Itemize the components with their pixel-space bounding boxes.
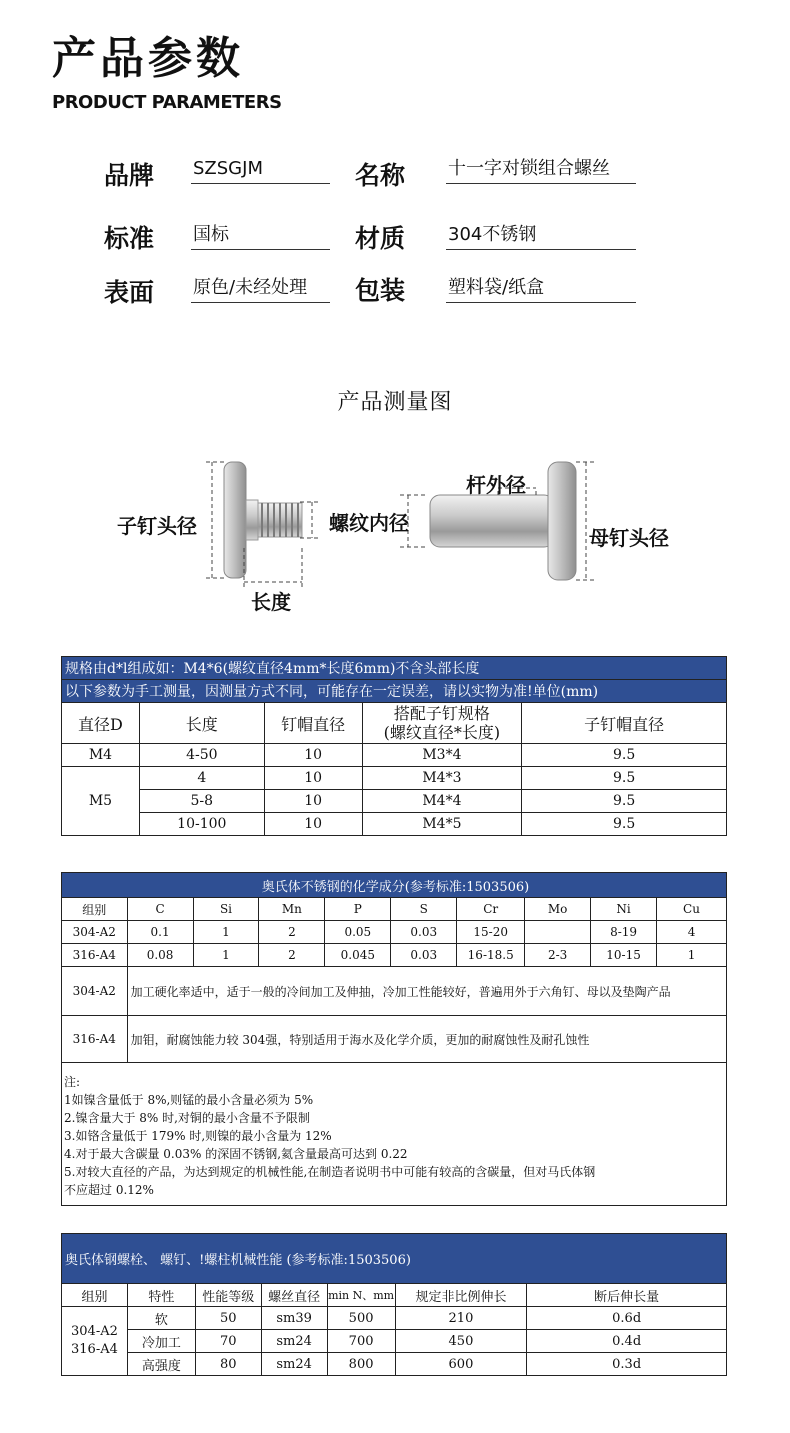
table-cell: 210 xyxy=(395,1307,527,1330)
grade-description: 加工硬化率适中，适于一般的冷间加工及伸抽，冷加工性能较好，普遍用外于六角钉、母以及垫陶产品 xyxy=(127,967,726,1016)
thread-inner-diameter-label: 螺纹内径 xyxy=(329,511,409,535)
table-cell: 4 xyxy=(139,767,264,790)
table-header: min N、mm xyxy=(327,1284,395,1307)
table-cell: 16-18.5 xyxy=(457,944,525,967)
table-cell: 316-A4 xyxy=(62,944,128,967)
table-cell: 9.5 xyxy=(522,744,727,767)
table-cell: 0.03 xyxy=(391,944,457,967)
table-cell: 80 xyxy=(195,1353,261,1376)
table-header: 性能等级 xyxy=(195,1284,261,1307)
brand-value: SZSGJM xyxy=(191,156,330,184)
name-label: 名称 xyxy=(355,161,406,190)
table-header: P xyxy=(325,898,391,921)
table-cell: 0.6d xyxy=(527,1307,727,1330)
table-header: Mn xyxy=(259,898,325,921)
note-line: 5.对较大直径的产品，为达到规定的机械性能,在制造者说明书中可能有较高的含碳量，但对马氏体钢 xyxy=(64,1165,596,1179)
table-header: Mo xyxy=(525,898,591,921)
table-header xyxy=(362,703,522,744)
table-cell: 50 xyxy=(195,1307,261,1330)
table-cell: 304-A2 xyxy=(62,921,128,944)
table-header: Cr xyxy=(457,898,525,921)
name-value: 十一字对锁组合螺丝 xyxy=(446,156,636,184)
table-cell: 2 xyxy=(259,944,325,967)
group-line: 316-A4 xyxy=(71,1342,118,1357)
table-header: 长度 xyxy=(139,703,264,744)
table-row xyxy=(62,790,727,813)
header-line: (螺纹直径*长度) xyxy=(383,723,501,742)
table-cell: 4-50 xyxy=(139,744,264,767)
table-header: 断后伸长量 xyxy=(527,1284,727,1307)
table-cell: 500 xyxy=(327,1307,395,1330)
table-cell: 304-A2 xyxy=(62,967,128,1016)
table-cell: 1 xyxy=(657,944,727,967)
table-cell: 10 xyxy=(264,767,362,790)
female-head-diameter-label: 母钉头径 xyxy=(589,526,669,550)
table-cell: 5-8 xyxy=(139,790,264,813)
group-line: 304-A2 xyxy=(71,1324,118,1339)
table-header: Cu xyxy=(657,898,727,921)
chemical-table-title: 奥氏体不锈钢的化学成分(参考标准:1503506) xyxy=(62,873,727,898)
table-cell: M4*3 xyxy=(362,767,522,790)
page-title: 产品参数 xyxy=(52,33,244,84)
table-cell xyxy=(62,1307,128,1376)
size-table xyxy=(61,656,727,836)
brand-label: 品牌 xyxy=(104,161,155,190)
notes-block xyxy=(62,1063,727,1206)
table-cell: 0.03 xyxy=(391,921,457,944)
table-header: C xyxy=(127,898,193,921)
table-cell: 9.5 xyxy=(522,813,727,836)
standard-value: 国标 xyxy=(191,222,330,250)
table-row xyxy=(62,1353,727,1376)
table-row xyxy=(62,767,727,790)
table-header: S xyxy=(391,898,457,921)
table-cell: 800 xyxy=(327,1353,395,1376)
mechanical-table-title: 奥氏体钢螺栓、 螺钉、!螺柱机械性能 (参考标准:1503506) xyxy=(62,1234,727,1284)
table-cell: 10 xyxy=(264,744,362,767)
material-value: 304不锈钢 xyxy=(446,222,636,250)
table-row xyxy=(62,1016,727,1063)
chemical-table xyxy=(61,872,727,1206)
table-cell xyxy=(525,921,591,944)
table-header: 子钉帽直径 xyxy=(522,703,727,744)
mechanical-table xyxy=(61,1233,727,1376)
note-line: 4.对于最大含碳量 0.03% 的深固不锈钢,氦含量最高可达到 0.22 xyxy=(64,1147,408,1161)
table-cell: 70 xyxy=(195,1330,261,1353)
package-label: 包装 xyxy=(355,276,406,305)
table-cell: 0.05 xyxy=(325,921,391,944)
table-row xyxy=(62,1307,727,1330)
table-cell: 316-A4 xyxy=(62,1016,128,1063)
table-cell: M4*5 xyxy=(362,813,522,836)
length-label: 长度 xyxy=(251,590,291,614)
table-cell: M3*4 xyxy=(362,744,522,767)
table-cell: 4 xyxy=(657,921,727,944)
table-cell: 冷加工 xyxy=(127,1330,195,1353)
table-cell: 10-100 xyxy=(139,813,264,836)
table-header: 规定非比例伸长 xyxy=(395,1284,527,1307)
grade-description: 加钼，耐腐蚀能力较 304强，特别适用于海水及化学介质，更加的耐腐蚀性及耐孔蚀性 xyxy=(127,1016,726,1063)
table-cell: 软 xyxy=(127,1307,195,1330)
table-cell: 10 xyxy=(264,790,362,813)
note-line: 注: xyxy=(64,1075,81,1089)
male-head-diameter-label: 子钉头径 xyxy=(117,514,197,538)
table-row xyxy=(62,921,727,944)
note-line: 1如镍含量低于 8%,则锰的最小含量必须为 5% xyxy=(64,1093,314,1107)
table-header: 螺丝直径 xyxy=(261,1284,327,1307)
size-note-2: 以下参数为手工测量，因测量方式不同，可能存在一定误差，请以实物为准!单位(mm) xyxy=(62,680,727,703)
table-cell: 450 xyxy=(395,1330,527,1353)
table-cell: 高强度 xyxy=(127,1353,195,1376)
table-cell: sm24 xyxy=(261,1330,327,1353)
note-line: 3.如铬含量低于 179% 时,则镍的最小含量为 12% xyxy=(64,1129,332,1143)
table-cell: 10 xyxy=(264,813,362,836)
measure-title: 产品测量图 xyxy=(337,390,453,415)
table-header: 特性 xyxy=(127,1284,195,1307)
surface-label: 表面 xyxy=(104,278,155,307)
size-note-1: 规格由d*l组成如：M4*6(螺纹直径4mm*长度6mm)不含头部长度 xyxy=(62,657,727,680)
page-subtitle: PRODUCT PARAMETERS xyxy=(52,92,282,113)
table-row xyxy=(62,744,727,767)
table-cell: 2-3 xyxy=(525,944,591,967)
table-header: Ni xyxy=(591,898,657,921)
table-cell: 600 xyxy=(395,1353,527,1376)
table-cell: 0.045 xyxy=(325,944,391,967)
table-cell: M5 xyxy=(62,767,140,836)
table-cell: 0.4d xyxy=(527,1330,727,1353)
table-row xyxy=(62,1330,727,1353)
table-cell: M4 xyxy=(62,744,140,767)
table-cell: 0.1 xyxy=(127,921,193,944)
material-label: 材质 xyxy=(355,224,406,253)
table-header: 钉帽直径 xyxy=(264,703,362,744)
table-cell: 8-19 xyxy=(591,921,657,944)
male-screw-icon xyxy=(224,462,302,578)
table-cell: 1 xyxy=(193,944,259,967)
table-cell: M4*4 xyxy=(362,790,522,813)
table-cell: 10-15 xyxy=(591,944,657,967)
package-value: 塑料袋/纸盒 xyxy=(446,275,636,303)
table-header: Si xyxy=(193,898,259,921)
note-line: 不应超过 0.12% xyxy=(64,1183,154,1197)
note-line: 2.镍含量大于 8% 时,对铜的最小含量不予限制 xyxy=(64,1111,310,1125)
table-cell: 15-20 xyxy=(457,921,525,944)
table-header: 组别 xyxy=(62,898,128,921)
table-row xyxy=(62,813,727,836)
table-header: 组别 xyxy=(62,1284,128,1307)
table-cell: 9.5 xyxy=(522,790,727,813)
table-cell: 0.3d xyxy=(527,1353,727,1376)
table-cell: sm39 xyxy=(261,1307,327,1330)
table-header: 直径D xyxy=(62,703,140,744)
table-cell: 2 xyxy=(259,921,325,944)
table-row xyxy=(62,967,727,1016)
standard-label: 标准 xyxy=(104,224,155,253)
surface-value: 原色/未经处理 xyxy=(191,275,330,303)
table-cell: 0.08 xyxy=(127,944,193,967)
shaft-outer-diameter-label: 杆外径 xyxy=(466,473,526,497)
table-cell: sm24 xyxy=(261,1353,327,1376)
header-line: 搭配子钉规格 xyxy=(393,704,490,723)
table-cell: 1 xyxy=(193,921,259,944)
table-cell: 700 xyxy=(327,1330,395,1353)
table-row xyxy=(62,944,727,967)
table-cell: 9.5 xyxy=(522,767,727,790)
